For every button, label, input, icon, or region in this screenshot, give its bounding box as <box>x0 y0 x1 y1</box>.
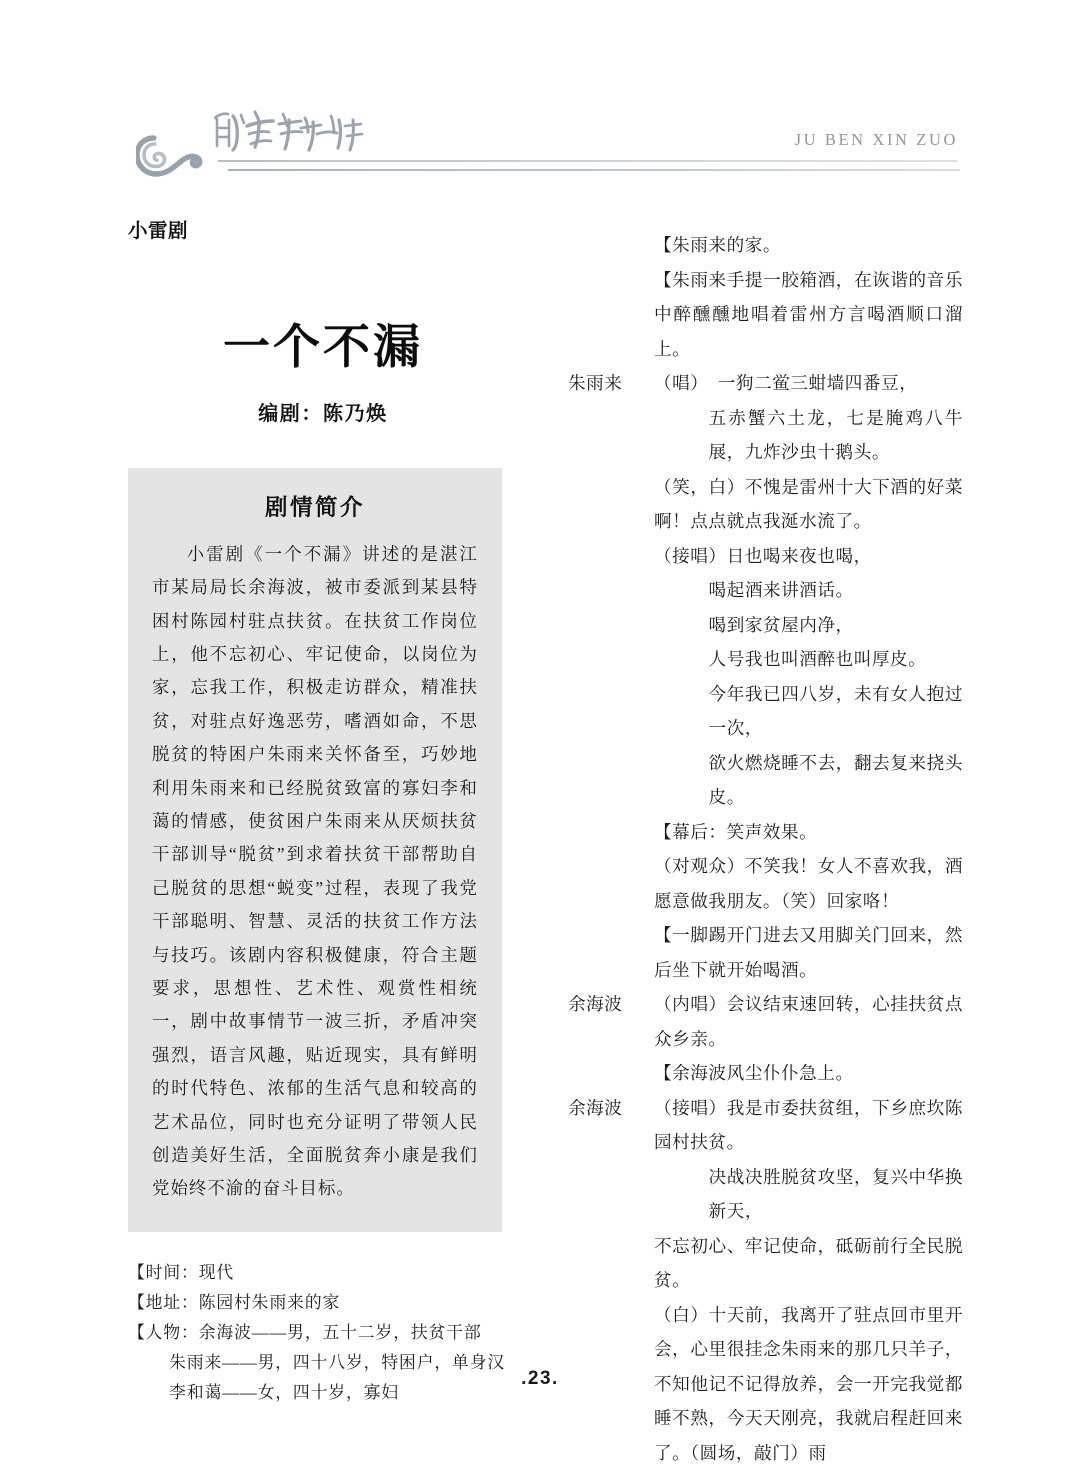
script-line <box>568 401 963 470</box>
script-line <box>568 815 963 850</box>
verse-line: 今年我已四八岁，未有女人抱过一次， <box>654 677 963 746</box>
synopsis-box <box>128 468 502 1232</box>
speech-text: 【余海波风尘仆仆急上。 <box>654 1056 963 1091</box>
script-line <box>568 746 963 815</box>
speech-text: 不忘初心、牢记使命，砥砺前行全民脱贫。 <box>654 1229 963 1298</box>
speech-text: （白）十天前，我离开了驻点回市里开会，心里很挂念朱雨来的那几只羊子，不知他记不记得放养，会一开完我觉都睡不熟，今天天刚亮，我就启程赶回来了。（圆场，敲门）雨 <box>654 1298 963 1470</box>
speech-text: 【朱雨来的家。 <box>654 228 963 263</box>
speaker-name: 余海波 <box>568 1091 654 1126</box>
meta-cast-line-1: 【人物：余海波——男，五十二岁，扶贫干部 <box>128 1318 518 1348</box>
script-line <box>568 987 963 1056</box>
script-line <box>568 263 963 367</box>
script-line <box>568 1160 963 1229</box>
speaker-name: 余海波 <box>568 987 654 1022</box>
left-column <box>128 215 518 1408</box>
meta-place: 【地址：陈园村朱雨来的家 <box>128 1288 518 1318</box>
script-line <box>568 608 963 643</box>
script-line <box>568 228 963 263</box>
script-body <box>568 228 963 1470</box>
speech-text: （内唱）会议结束速回转，心挂扶贫点众乡亲。 <box>654 987 963 1056</box>
script-line <box>568 1229 963 1298</box>
speech-text: （接唱）日也喝来夜也喝， <box>654 539 963 574</box>
page-number: .23. <box>0 1368 1080 1390</box>
script-line <box>568 849 963 918</box>
header-pinyin-label: JU BEN XIN ZUO <box>795 130 958 150</box>
script-line <box>568 366 963 401</box>
speech-text: （笑，白）不愧是雷州十大下酒的好菜啊！点点就点我涎水流了。 <box>654 470 963 539</box>
meta-cast-line-2: 朱雨来——男，四十八岁，特困户，单身汉 <box>128 1348 518 1378</box>
verse-line: 喝到家贫屋内净， <box>654 608 963 643</box>
meta-cast-line-3: 李和蔼——女，四十岁，寡妇 <box>128 1378 518 1408</box>
author-byline: 编剧：陈乃焕 <box>128 397 518 426</box>
synopsis-heading: 剧情简介 <box>152 490 478 522</box>
verse-line: 喝起酒来讲酒话。 <box>654 573 963 608</box>
magazine-logo-icon <box>205 106 375 158</box>
speaker-name: 朱雨来 <box>568 366 654 401</box>
verse-line: 人号我也叫酒醉也叫厚皮。 <box>654 642 963 677</box>
speech-text: （接唱）我是市委扶贫组，下乡庶坎陈园村扶贫。 <box>654 1091 963 1160</box>
script-line <box>568 573 963 608</box>
meta-time: 【时间：现代 <box>128 1258 518 1288</box>
speech-text: （唱） 一狗二鲎三蚶墙四番豆， <box>654 366 963 401</box>
speech-text: 【朱雨来手提一胶箱酒，在诙谐的音乐中醉醺醺地唱着雷州方言喝酒顺口溜上。 <box>654 263 963 367</box>
script-line <box>568 677 963 746</box>
header-rule-top <box>218 160 958 162</box>
genre-label: 小雷剧 <box>128 215 518 243</box>
header-rule-bottom <box>228 169 960 171</box>
speech-text: （对观众）不笑我！女人不喜欢我，酒愿意做我朋友。（笑）回家咯！ <box>654 849 963 918</box>
speech-text: 【一脚踢开门进去又用脚关门回来，然后坐下就开始喝酒。 <box>654 918 963 987</box>
speech-text: 【幕后：笑声效果。 <box>654 815 963 850</box>
script-line <box>568 1091 963 1160</box>
script-line <box>568 918 963 987</box>
page-title: 一个不漏 <box>128 321 518 373</box>
verse-line: 欲火燃烧睡不去，翻去复来挠头皮。 <box>654 746 963 815</box>
verse-line: 决战决胜脱贫攻坚，复兴中华换新天， <box>654 1160 963 1229</box>
script-line <box>568 642 963 677</box>
right-column <box>568 228 963 1470</box>
synopsis-body: 小雷剧《一个不漏》讲述的是湛江市某局局长余海波，被市委派到某县特困村陈园村驻点扶贫。在扶贫工作岗位上，他不忘初心、牢记使命，以岗位为家，忘我工作，积极走访群众，精准扶贫，对驻点好逸恶劳，嗜酒如命，不思脱贫的特困户朱雨来关怀备至，巧妙地利用朱雨来和已经脱贫致富的寡妇李和蔼的情感，使贫困户朱雨来从厌烦扶贫干部训导“脱贫”到求着扶贫干部帮助自己脱贫的思想“蜕变”过程，表现了我党干部聪明、智慧、灵活的扶贫工作方法与技巧。该剧内容积极健康，符合主题要求，思想性、艺术性、观赏性相统一，剧中故事情节一波三折，矛盾冲突强烈，语言风趣，贴近现实，具有鲜明的时代特色、浓郁的生活气息和较高的艺术品位，同时也充分证明了带领人民创造美好生活，全面脱贫奔小康是我们党始终不渝的奋斗目标。 <box>152 538 478 1206</box>
script-line <box>568 539 963 574</box>
script-line <box>568 470 963 539</box>
page-header <box>0 104 1080 190</box>
script-line <box>568 1056 963 1091</box>
verse-line: 五赤蟹六土龙，七是腌鸡八牛展，九炸沙虫十鹅头。 <box>654 401 963 470</box>
